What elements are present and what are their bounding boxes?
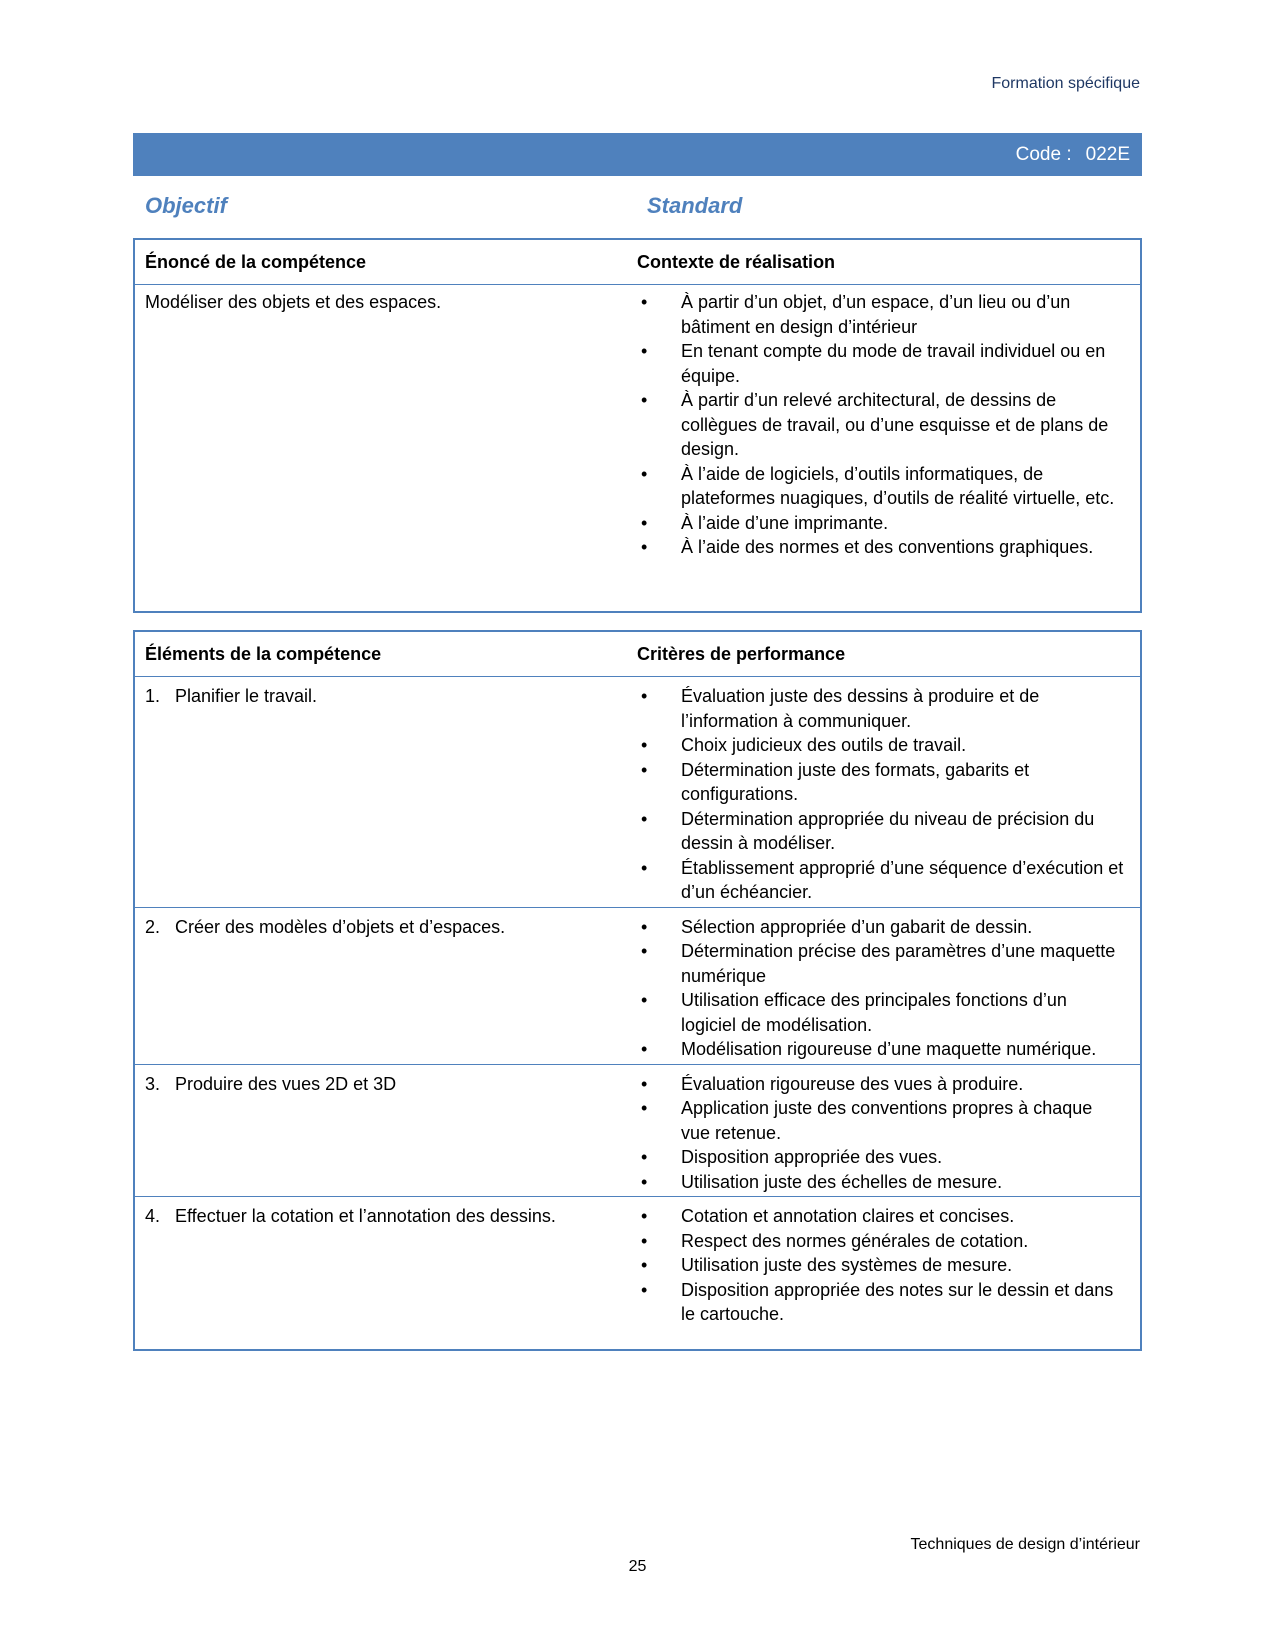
code-value: 022E bbox=[1085, 143, 1130, 165]
element-cell bbox=[135, 684, 637, 905]
context-item: • À partir d’un relevé architectural, de dessins de collègues de travail, ou d’une esquisse et de plans de design. bbox=[637, 388, 1126, 462]
criterion-item: • Détermination appropriée du niveau de précision du dessin à modéliser. bbox=[637, 807, 1126, 856]
criteria-list bbox=[637, 1204, 1126, 1327]
competence-statement: Modéliser des objets et des espaces. bbox=[145, 292, 442, 312]
competence-row bbox=[135, 285, 1140, 566]
context-item: • À l’aide des normes et des conventions graphiques. bbox=[637, 535, 1126, 560]
competence-table bbox=[133, 238, 1142, 613]
criterion-item: • Utilisation juste des systèmes de mesure. bbox=[637, 1253, 1126, 1278]
objective-title: Objectif bbox=[145, 193, 227, 218]
criteria-list bbox=[637, 684, 1126, 905]
criterion-item: • Application juste des conventions propres à chaque vue retenue. bbox=[637, 1096, 1126, 1145]
element-number: 3. bbox=[145, 1073, 161, 1094]
context-list bbox=[637, 290, 1126, 560]
elements-table-header bbox=[135, 632, 1140, 677]
statement-header: Énoncé de la compétence bbox=[145, 251, 367, 272]
standard-title: Standard bbox=[647, 193, 743, 218]
element-number: 4. bbox=[145, 1206, 161, 1226]
competence-table-header bbox=[135, 240, 1140, 285]
footer-program: Techniques de design d’intérieur bbox=[910, 1536, 1140, 1553]
element-text: Effectuer la cotation et l’annotation des dessins. bbox=[175, 1206, 556, 1226]
elements-header: Éléments de la compétence bbox=[145, 643, 382, 664]
element-row bbox=[135, 677, 1140, 908]
criterion-item: • Utilisation juste des échelles de mesure. bbox=[637, 1170, 1126, 1195]
code-label: Code : bbox=[1015, 143, 1072, 165]
context-item: • À l’aide de logiciels, d’outils informatiques, de plateformes nuagiques, d’outils de réalité virtuelle, etc. bbox=[637, 462, 1126, 511]
element-text: Planifier le travail. bbox=[175, 686, 318, 706]
context-item: • À l’aide d’une imprimante. bbox=[637, 511, 1126, 536]
element-row bbox=[135, 1065, 1140, 1198]
elements-rows bbox=[135, 677, 1140, 1329]
criterion-item: • Modélisation rigoureuse d’une maquette numérique. bbox=[637, 1037, 1126, 1062]
elements-table bbox=[133, 630, 1142, 1351]
criterion-item: • Choix judicieux des outils de travail. bbox=[637, 733, 1126, 758]
element-cell bbox=[135, 915, 637, 1062]
context-header: Contexte de réalisation bbox=[637, 251, 836, 272]
element-row bbox=[135, 1197, 1140, 1329]
element-number: 1. bbox=[145, 686, 161, 706]
criterion-item: • Utilisation efficace des principales fonctions d’un logiciel de modélisation. bbox=[637, 988, 1126, 1037]
running-header: Formation spécifique bbox=[991, 75, 1140, 92]
element-cell bbox=[135, 1072, 637, 1195]
criterion-item: • Détermination précise des paramètres d’une maquette numérique bbox=[637, 939, 1126, 988]
criterion-item: • Évaluation juste des dessins à produire et de l’information à communiquer. bbox=[637, 684, 1126, 733]
criterion-item: • Cotation et annotation claires et concises. bbox=[637, 1204, 1126, 1229]
context-item: • En tenant compte du mode de travail individuel ou en équipe. bbox=[637, 339, 1126, 388]
criterion-item: • Disposition appropriée des notes sur le dessin et dans le cartouche. bbox=[637, 1278, 1126, 1327]
criteria-list bbox=[637, 1072, 1126, 1195]
element-cell bbox=[135, 1204, 637, 1327]
criterion-item: • Sélection appropriée d’un gabarit de dessin. bbox=[637, 915, 1126, 940]
criterion-item: • Détermination juste des formats, gabarits et configurations. bbox=[637, 758, 1126, 807]
element-text: Créer des modèles d’objets et d’espaces. bbox=[175, 916, 506, 937]
element-row bbox=[135, 908, 1140, 1065]
criteria-list bbox=[637, 915, 1126, 1062]
criterion-item: • Respect des normes générales de cotation. bbox=[637, 1229, 1126, 1254]
criterion-item: • Disposition appropriée des vues. bbox=[637, 1145, 1126, 1170]
criteria-header: Critères de performance bbox=[637, 643, 846, 664]
criterion-item: • Évaluation rigoureuse des vues à produire. bbox=[637, 1072, 1126, 1097]
criterion-item: • Établissement approprié d’une séquence d’exécution et d’un échéancier. bbox=[637, 856, 1126, 905]
code-bar bbox=[133, 133, 1142, 176]
element-number: 2. bbox=[145, 916, 161, 937]
context-item: • À partir d’un objet, d’un espace, d’un lieu ou d’un bâtiment en design d’intérieur bbox=[637, 290, 1126, 339]
element-text: Produire des vues 2D et 3D bbox=[175, 1073, 397, 1094]
page-number: 25 bbox=[628, 1558, 647, 1575]
